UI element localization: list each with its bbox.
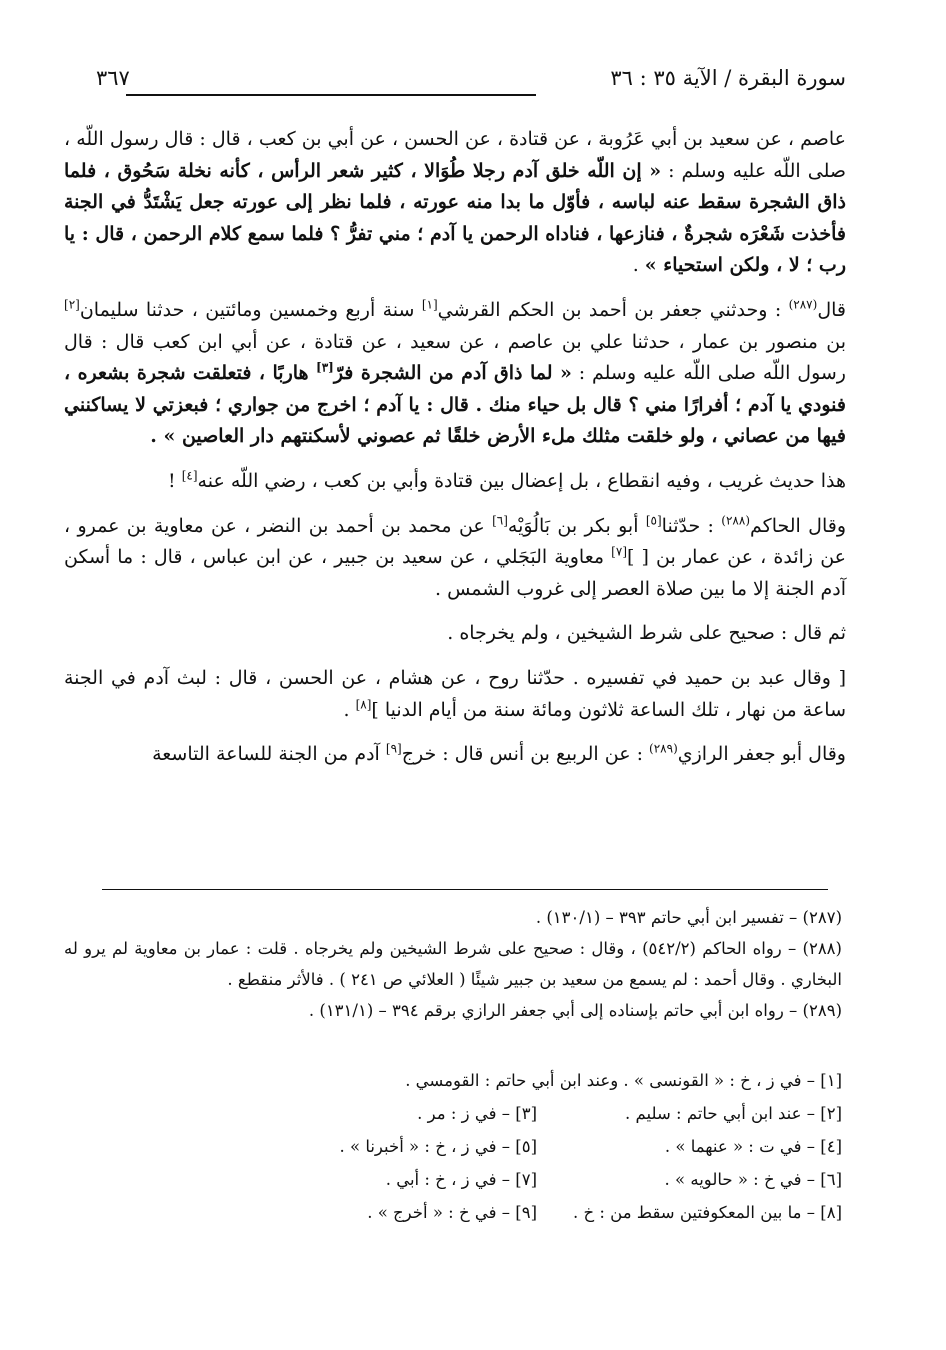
variant-note: [٣] – في ز : مر . (417, 1104, 537, 1123)
text-run: وقال الحاكم (750, 514, 847, 537)
footnote-ref: [٢] (64, 297, 80, 312)
variant-note: [٧] – في ز ، خ : أبي . (385, 1170, 537, 1189)
variant-row (180, 1163, 842, 1196)
paragraph-abd-bin-humaid (64, 663, 846, 726)
text-run: أبو بكر بن بَالُوَيْه (507, 514, 646, 537)
variant-note: [٤] – في ت : « عنهما » . (664, 1137, 842, 1156)
hadith-text: « إن اللّه خلق آدم رجلا طُوَالا ، كثير شعر الرأس ، كأنه نخلة سَحُوق ، فلما ذاق الشجرة سقط عنه لباسه ، فأوّل ما بدا منه عورته ، فلما نظر إلى عورته جعل يَشْتَدُّ في الجنة فأخذت شَعْرَه شجرةٌ ، فنازعها ، فناداه الرحمن يا آدم ؛ مني تفرُّ ؟ فلما سمع كلام الرحمن ، قال : يا رب ؛ لا ، ولكن استحياء » (64, 159, 846, 277)
footnote-ref: [١] (421, 297, 438, 312)
footnote-ref: [٧] (611, 544, 627, 559)
variant-footnotes (180, 1064, 842, 1229)
variant-row (180, 1196, 842, 1229)
hadith-text: « لما ذاق آدم من الشجرة فرّ (333, 362, 572, 385)
narration-chain: عاصم ، عن سعيد بن أبي عَرُوبة ، عن قتادة ، عن الحسن ، عن أبي بن كعب ، قال : قال رسول اللّه ، صلى اللّه عليه وسلم : (64, 128, 846, 182)
variant-note: [٨] – ما بين المعكوفتين سقط من : خ . (572, 1203, 842, 1222)
variant-row (180, 1130, 842, 1163)
text-run: . (343, 698, 356, 721)
variant-row (180, 1064, 842, 1097)
text-run: : عن الربيع بن أنس قال : خرج (401, 743, 650, 766)
footnote-ref: (٢٨٩) (649, 741, 678, 756)
paragraph-sahih: ثم قال : صحيح على شرط الشيخين ، ولم يخرجاه . (447, 622, 846, 645)
text-run: بن منصور بن عمار ، حدثنا علي بن عاصم ، عن سعيد ، عن قتادة ، عن أبي ابن كعب قال : قال رسول اللّه صلى اللّه عليه وسلم : (64, 330, 846, 385)
paragraph-hakim-288 (64, 511, 846, 606)
footnote-289: (٢٨٩) – رواه ابن أبي حاتم بإسناده إلى أبي جعفر الرازي برقم ٣٩٤ – (١٣١/١) . (308, 1001, 842, 1020)
page-header (96, 66, 846, 106)
header-rule (126, 94, 536, 96)
main-text (64, 124, 846, 784)
text-run: هذا حديث غريب ، وفيه انقطاع ، بل إعضال بين قتادة وأبي بن كعب ، رضي اللّه عنه (197, 469, 846, 492)
text-run: : وحدثني جعفر بن أحمد بن الحكم القرشي (437, 298, 789, 321)
text-run: معاوية البَجَلي ، عن سعيد بن جبير ، عن ابن عباس ، قال : ما أسكن آدم الجنة إلا ما بين صلاة العصر إلى غروب الشمس . (64, 546, 846, 600)
footnote-ref: [٨] (355, 697, 372, 712)
paragraph-commentary (64, 466, 846, 498)
footnote-ref: [٤] (181, 468, 198, 483)
footnote-ref: (٢٨٧) (788, 297, 818, 312)
text-run: آدم من الجنة للساعة التاسعة (152, 743, 386, 766)
footnote-287: (٢٨٧) – تفسير ابن أبي حاتم ٣٩٣ – (١٣٠/١) . (535, 908, 842, 927)
footnote-ref: [٣] (316, 360, 334, 375)
paragraph-razi-289 (64, 739, 846, 771)
variant-note: [٥] – في ز ، خ : « أخبرنا » . (339, 1137, 537, 1156)
text-run: سنة أربع وخمسين ومائتين ، حدثنا سليمان (79, 298, 422, 321)
text-run: عن محمد بن أحمد بن النضر ، عن معاوية بن عمرو ، عن زائدة ، عن عمار بن [ ] (64, 514, 846, 569)
paragraph-hadith-287 (64, 295, 846, 453)
variant-note: [٩] – في خ : « أخرج » . (367, 1203, 537, 1222)
footnote-ref: [٩] (385, 741, 402, 756)
variant-note: [١] – في ز ، خ : « القونسى » . وعند ابن أبي حاتم : القومسي . (405, 1071, 842, 1090)
text-run: : حدّثنا (661, 514, 722, 537)
footnote-ref: [٥] (645, 513, 662, 528)
variant-note: [٦] – في خ : « حالويه » . (664, 1170, 842, 1189)
hadith-text: هاربًا ، فتعلقت شجرة بشعره ، فنودي يا آدم ؛ أفرارًا مني ؟ قال بل حياء منك . قال : يا آدم ؛ اخرج من جواري ؛ فبعزتي لا يساكنني فيها من عصاني ، ولو خلقت مثلك ملء الأرض خلقًا ثم عصوني لأسكنتهم دار العاصين » . (64, 362, 846, 448)
footnote-288: (٢٨٨) – رواه الحاكم (٥٤٢/٢) ، وقال : صحيح على شرط الشيخين ولم يخرجاه . قلت : عمار بن معاوية لم يرو له البخاري . وقال أحمد : لم يسمع من سعيد بن جبير شيئًا ( العلائي ص ٢٤١ ) . فالأثر منقطع . (64, 939, 842, 989)
footnote-separator (102, 889, 828, 890)
text-run: قال (817, 298, 846, 321)
source-footnotes (64, 902, 842, 1026)
variant-row (180, 1097, 842, 1130)
text-run: ! (168, 469, 182, 492)
surah-reference: سورة البقرة / الآية ٣٥ : ٣٦ (610, 66, 846, 90)
page-number: ٣٦٧ (96, 66, 130, 90)
punctuation: . (632, 254, 645, 277)
text-run: [ وقال عبد بن حميد في تفسيره . حدّثنا روح ، عن هشام ، عن الحسن ، قال : لبث آدم في الجنة ساعة من نهار ، تلك الساعة ثلاثون ومائة سنة من أيام الدنيا ] (64, 666, 846, 721)
footnote-ref: (٢٨٨) (721, 513, 750, 528)
paragraph-hadith-1 (64, 124, 846, 282)
variant-note: [٢] – عند ابن أبي حاتم : سليم . (625, 1104, 842, 1123)
text-run: وقال أبو جعفر الرازي (677, 743, 846, 766)
footnote-ref: [٦] (492, 513, 508, 528)
